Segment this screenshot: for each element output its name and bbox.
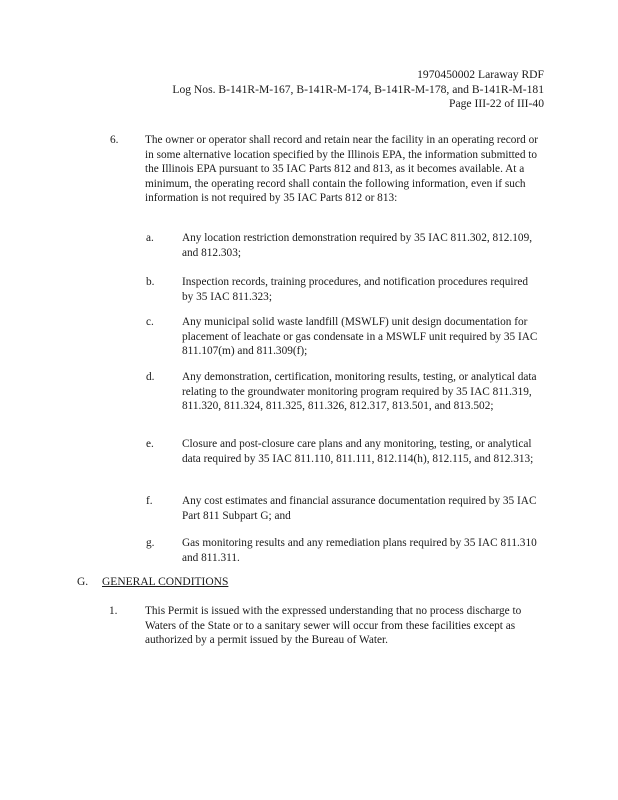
header-permit-id: 1970450002 Laraway RDF [417, 68, 544, 81]
section-g-heading [77, 575, 228, 590]
section-letter: G. [77, 576, 89, 588]
sub-item-letter: b. [146, 276, 155, 288]
sub-item-text: Gas monitoring results and any remediation plans required by 35 IAC 811.310 and 811.311. [182, 537, 537, 564]
sub-item-text: Inspection records, training procedures, and notification procedures required by 35 IAC 811.323; [182, 276, 528, 303]
condition-item-6 [110, 133, 542, 206]
sub-item-text: Any location restriction demonstration required by 35 IAC 811.302, 812.109, and 812.303; [182, 232, 533, 259]
sub-item-b [146, 275, 542, 304]
sub-item-letter: a. [146, 232, 154, 244]
item-number: 1. [109, 605, 118, 617]
section-title: GENERAL CONDITIONS [102, 576, 229, 588]
header-log-numbers: Log Nos. B-141R-M-167, B-141R-M-174, B-141R-M-178, and B-141R-M-181 [172, 82, 544, 96]
page-header [172, 68, 544, 112]
sub-item-text: Any municipal solid waste landfill (MSWLF) unit design documentation for placement of leachate or gas condensate in a MSWLF unit required by 35 IAC 811.107(m) and 811.309(f); [182, 316, 538, 358]
sub-item-g [146, 536, 542, 565]
sub-item-c [146, 315, 542, 359]
sub-item-letter: e. [146, 438, 154, 450]
sub-item-text: Any demonstration, certification, monitoring results, testing, or analytical data relating to the groundwater monitoring program required by 35 IAC 811.319, 811.320, 811.324, 811.325, 811.326, 812.317, 813.501, and 813.502; [182, 371, 537, 413]
header-page-number: Page III-22 of III-40 [449, 97, 544, 111]
item-text: The owner or operator shall record and retain near the facility in an operating record or in some alternative location specified by the Illinois EPA, the information submitted to the Illinois EPA pursuant to 35 IAC Parts 812 and 813, as it becomes available. At a minimum, the operating record shall contain the following information, even if such information is not required by 35 IAC Parts 812 or 813: [145, 134, 539, 205]
sub-item-letter: d. [146, 371, 155, 383]
sub-item-e [146, 437, 542, 466]
general-condition-1 [109, 604, 544, 648]
sub-item-letter: f. [146, 495, 153, 507]
sub-item-a [146, 231, 542, 260]
sub-item-text: Closure and post-closure care plans and any monitoring, testing, or analytical data required by 35 IAC 811.110, 811.111, 812.114(h), 812.115, and 812.313; [182, 438, 534, 465]
sub-item-d [146, 370, 542, 414]
sub-item-text: Any cost estimates and financial assurance documentation required by 35 IAC Part 811 Subpart G; and [182, 495, 537, 522]
sub-item-letter: g. [146, 537, 155, 549]
item-number: 6. [110, 134, 119, 146]
sub-item-f [146, 494, 542, 523]
sub-item-letter: c. [146, 316, 154, 328]
item-text: This Permit is issued with the expressed understanding that no process discharge to Waters of the State or to a sanitary sewer will occur from these facilities except as authorized by a permit issued by the Bureau of Water. [145, 605, 522, 647]
